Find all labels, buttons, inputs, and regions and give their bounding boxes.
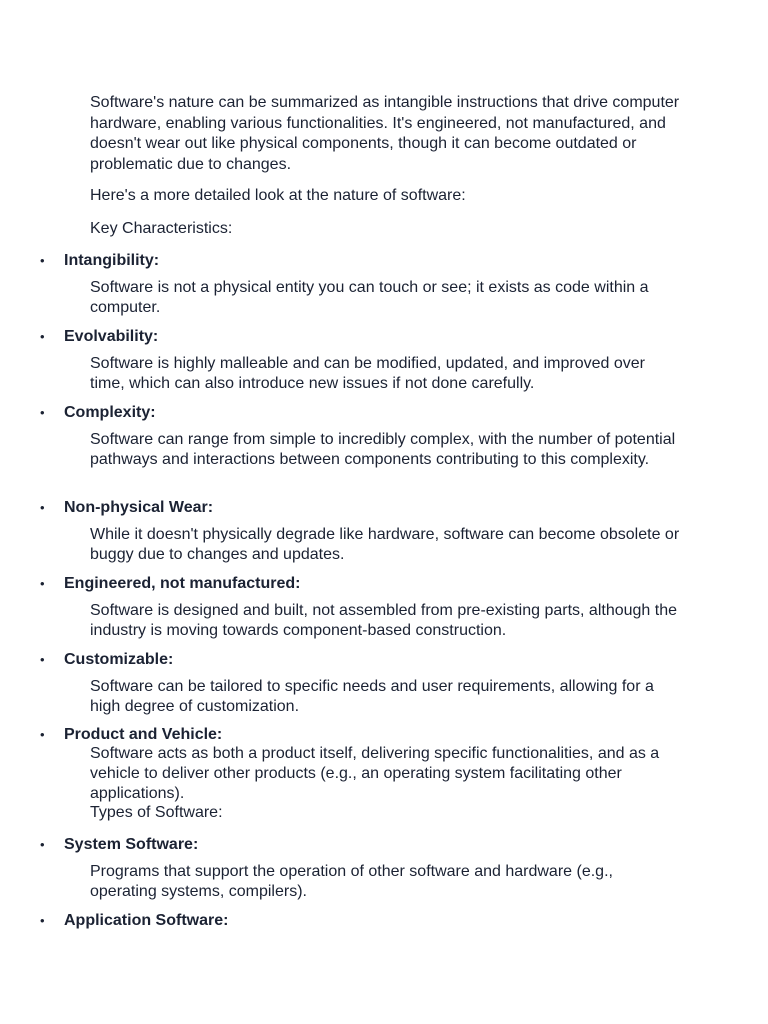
term-label: System Software: (64, 836, 199, 853)
term-description: Software is highly malleable and can be modified, updated, and improved over time, which can also introduce new issues if not done carefully. (90, 355, 645, 392)
term-label: Customizable: (64, 651, 174, 668)
bullet: • (40, 652, 45, 667)
bullet: • (40, 727, 45, 742)
term-label: Product and Vehicle: (64, 726, 223, 743)
term-description: Programs that support the operation of other software and hardware (e.g., operating systems, compilers). (90, 863, 613, 900)
term-label: Evolvability: (64, 328, 159, 345)
bullet: • (40, 913, 45, 928)
section-heading-key-characteristics: Key Characteristics: (90, 220, 233, 237)
term-description: While it doesn't physically degrade like hardware, software can become obsolete or buggy due to changes and updates. (90, 526, 680, 563)
bullet: • (40, 500, 45, 515)
term-label: Intangibility: (64, 252, 160, 269)
term-description: Software can range from simple to incredibly complex, with the number of potential pathways and interactions between components contributing to this complexity. (90, 431, 676, 468)
term-label: Engineered, not manufactured: (64, 575, 301, 592)
section-heading-types: Types of Software: (90, 804, 223, 821)
bullet: • (40, 329, 45, 344)
term-label: Complexity: (64, 404, 156, 421)
intro-lead: Here's a more detailed look at the nature of software: (90, 187, 466, 204)
term-description: Software acts as both a product itself, delivering specific functionalities, and as a vehicle to deliver other products (e.g., an operating system facilitating other applications). (90, 745, 660, 802)
term-description: Software can be tailored to specific needs and user requirements, allowing for a high degree of customization. (90, 678, 654, 715)
bullet: • (40, 576, 45, 591)
term-label: Application Software: (64, 912, 229, 929)
intro-summary: Software's nature can be summarized as intangible instructions that drive computer hardware, enabling various functionalities. It's engineered, not manufactured, and doesn't wear out like physical components, though it can become outdated or problematic due to changes. (90, 94, 680, 173)
bullet: • (40, 837, 45, 852)
term-description: Software is designed and built, not assembled from pre-existing parts, although the industry is moving towards component-based construction. (90, 602, 677, 639)
term-description: Software is not a physical entity you can touch or see; it exists as code within a computer. (90, 279, 649, 316)
bullet: • (40, 405, 45, 420)
bullet: • (40, 253, 45, 268)
term-label: Non-physical Wear: (64, 499, 214, 516)
